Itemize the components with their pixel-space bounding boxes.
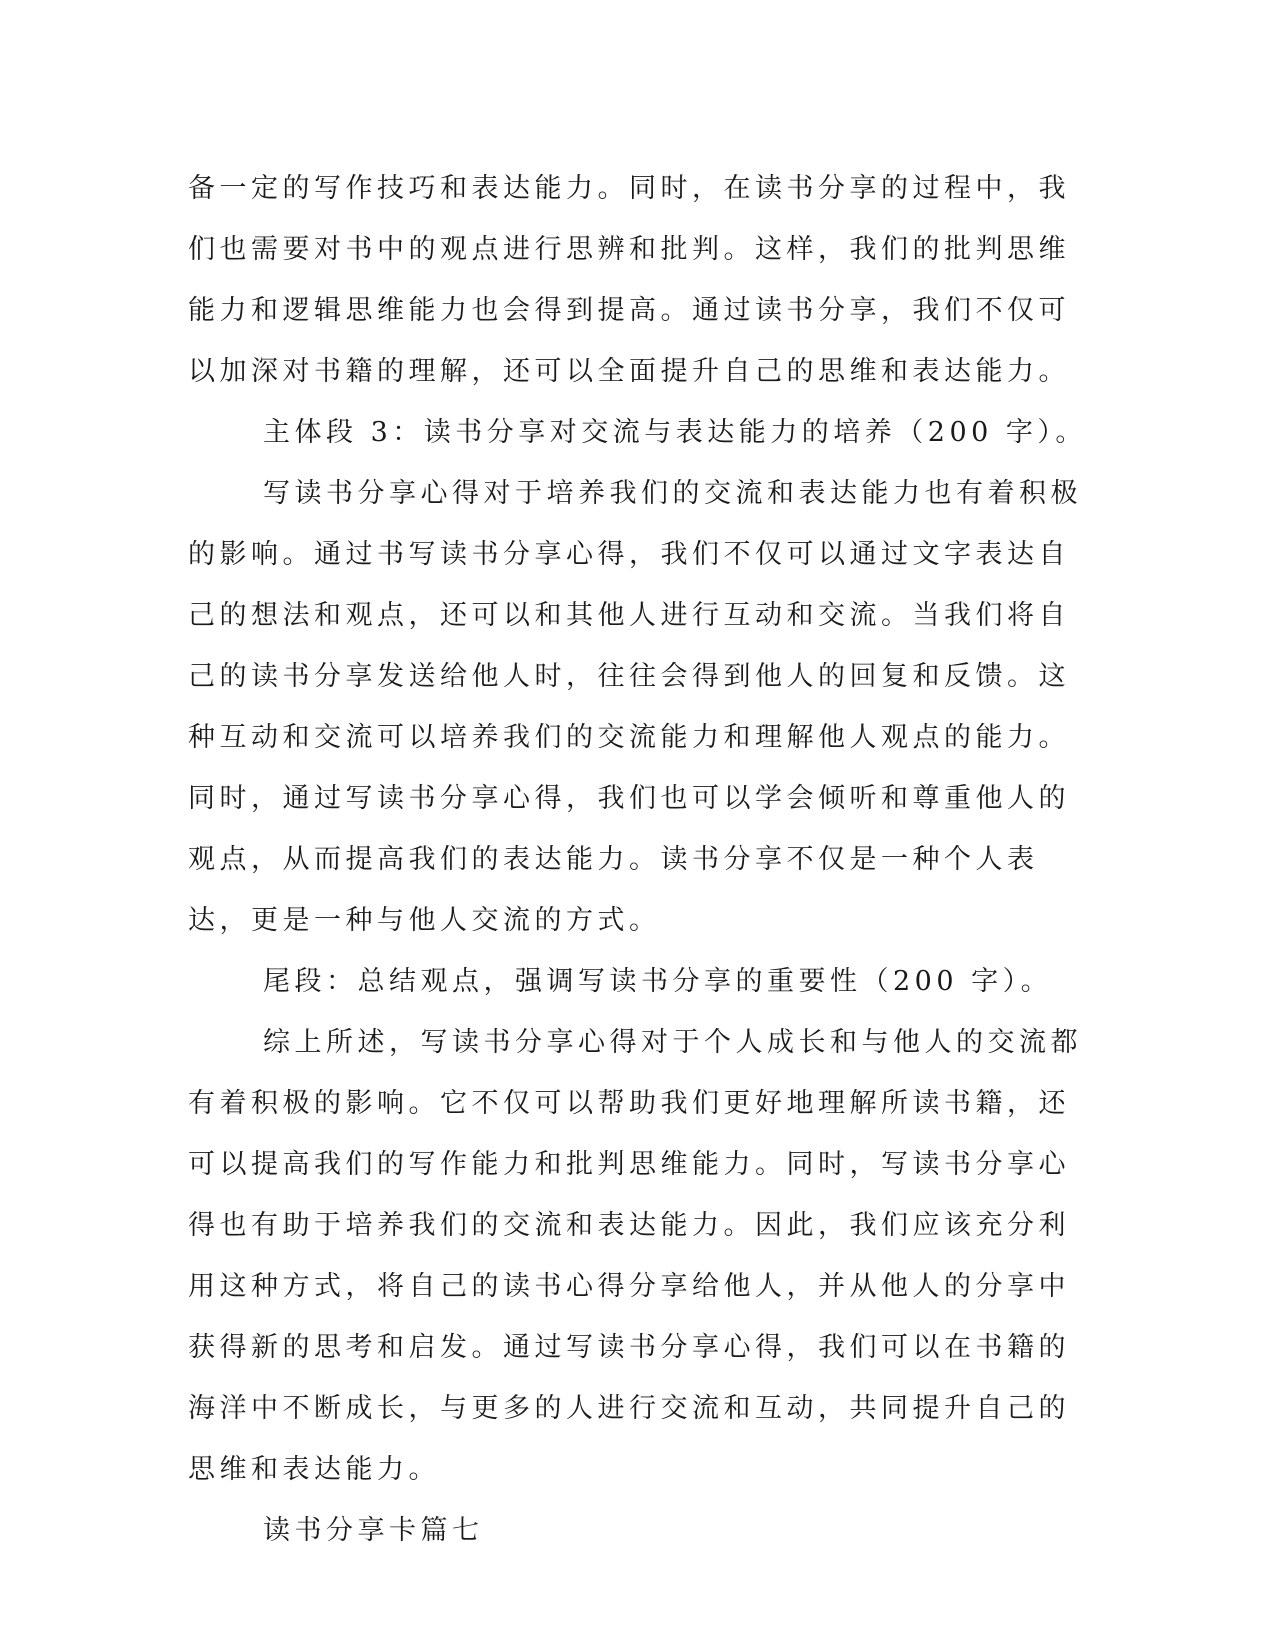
section-heading-body-3: 主体段 3：读书分享对交流与表达能力的培养（200 字）。 [263,417,1087,448]
section-heading-part-7: 读书分享卡篇七 [263,1515,484,1546]
paragraph-continuation: 备一定的写作技巧和表达能力。同时，在读书分享的过程中，我们也需要对书中的观点进行思辨和批判。这样，我们的批判思维能力和逻辑思维能力也会得到提高。通过读书分享，我们不仅可以加深对书籍的理解，还可以全面提升自己的思维和表达能力。 [188,173,1070,387]
document-body [188,158,1088,1561]
paragraph-body-3: 写读书分享心得对于培养我们的交流和表达能力也有着积极的影响。通过书写读书分享心得，我们不仅可以通过文字表达自己的想法和观点，还可以和其他人进行互动和交流。当我们将自己的读书分享发送给他人时，往往会得到他人的回复和反馈。这种互动和交流可以培养我们的交流能力和理解他人观点的能力。同时，通过写读书分享心得，我们也可以学会倾听和尊重他人的观点，从而提高我们的表达能力。读书分享不仅是一种个人表达，更是一种与他人交流的方式。 [188,478,1082,936]
section-heading-conclusion: 尾段：总结观点，强调写读书分享的重要性（200 字）。 [263,966,1053,997]
paragraph-conclusion: 综上所述，写读书分享心得对于个人成长和与他人的交流都有着积极的影响。它不仅可以帮助我们更好地理解所读书籍，还可以提高我们的写作能力和批判思维能力。同时，写读书分享心得也有助于培养我们的交流和表达能力。因此，我们应该充分利用这种方式，将自己的读书心得分享给他人，并从他人的分享中获得新的思考和启发。通过写读书分享心得，我们可以在书籍的海洋中不断成长，与更多的人进行交流和互动，共同提升自己的思维和表达能力。 [188,1027,1082,1485]
